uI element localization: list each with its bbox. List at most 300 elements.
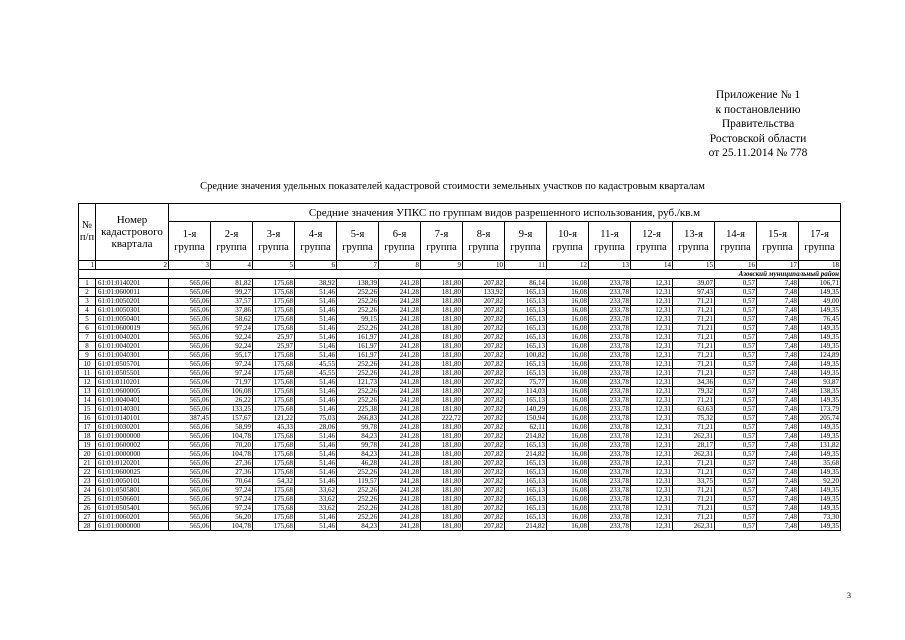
table-row [79,405,841,414]
group-word: группа [510,242,541,253]
table-row [79,288,841,297]
upks-value: 7,48 [757,450,799,459]
upks-value: 207,82 [463,378,505,387]
row-number: 22 [79,468,96,477]
column-index: 16 [715,261,757,270]
upks-value: 175,68 [253,450,295,459]
upks-value: 165,13 [505,468,547,477]
upks-value: 45,55 [295,369,337,378]
upks-value: 0,57 [715,288,757,297]
upks-value: 7,48 [757,279,799,288]
upks-value: 149,35 [799,432,841,441]
group-header [421,222,463,261]
quarter-number: 61:01:0600011 [96,288,169,297]
upks-value: 165,13 [505,297,547,306]
upks-value: 37,57 [211,297,253,306]
upks-value: 7,48 [757,513,799,522]
group-header [169,222,211,261]
upks-value: 0,57 [715,522,757,531]
upks-value: 16,08 [547,459,589,468]
upks-value: 106,71 [799,279,841,288]
header-npp-line: № [81,220,93,231]
upks-value: 175,68 [253,378,295,387]
upks-value: 0,57 [715,360,757,369]
upks-value: 71,21 [673,342,715,351]
quarter-number: 61:01:0040201 [96,333,169,342]
group-number: 12-я [642,229,661,240]
upks-value: 233,78 [589,342,631,351]
upks-value: 51,46 [295,324,337,333]
upks-value: 75,32 [673,414,715,423]
upks-value: 7,48 [757,360,799,369]
quarter-number: 61:01:0030201 [96,423,169,432]
upks-value: 51,46 [295,405,337,414]
upks-value: 565,06 [169,297,211,306]
upks-value: 7,48 [757,459,799,468]
upks-value: 0,57 [715,423,757,432]
row-number: 26 [79,504,96,513]
upks-value: 181,80 [421,342,463,351]
group-word: группа [174,242,205,253]
upks-value: 16,08 [547,477,589,486]
group-word: группа [762,242,793,253]
column-index: 17 [757,261,799,270]
upks-value: 175,68 [253,288,295,297]
upks-value: 565,06 [169,441,211,450]
upks-value: 0,57 [715,486,757,495]
column-index: 5 [253,261,295,270]
upks-value: 175,68 [253,306,295,315]
upks-value: 16,08 [547,405,589,414]
upks-value: 12,31 [631,405,673,414]
group-number: 9-я [518,229,533,240]
upks-value: 25,97 [253,342,295,351]
group-word: группа [720,242,751,253]
upks-value: 241,28 [379,387,421,396]
upks-value: 165,13 [505,288,547,297]
upks-value: 97,24 [211,504,253,513]
upks-value: 12,31 [631,360,673,369]
upks-value: 0,57 [715,324,757,333]
district-name: Азовский муниципальный район [79,270,841,279]
upks-value: 233,78 [589,432,631,441]
upks-value: 0,57 [715,459,757,468]
upks-value: 7,48 [757,432,799,441]
upks-value: 7,48 [757,387,799,396]
upks-value: 233,78 [589,423,631,432]
upks-value: 71,97 [211,378,253,387]
upks-value: 233,78 [589,360,631,369]
upks-value: 233,78 [589,396,631,405]
group-header [757,222,799,261]
upks-value: 99,78 [337,441,379,450]
group-number: 8-я [476,229,491,240]
upks-value: 54,32 [253,477,295,486]
upks-value: 241,28 [379,459,421,468]
upks-value: 51,46 [295,459,337,468]
upks-value: 207,82 [463,369,505,378]
upks-value: 565,06 [169,450,211,459]
upks-value: 241,28 [379,450,421,459]
upks-value: 149,35 [799,468,841,477]
upks-value: 207,82 [463,315,505,324]
table-row [79,279,841,288]
upks-value: 7,48 [757,288,799,297]
column-index: 13 [589,261,631,270]
table-row [79,504,841,513]
upks-value: 214,82 [505,522,547,531]
upks-value: 565,06 [169,315,211,324]
upks-value: 51,46 [295,477,337,486]
upks-value: 165,13 [505,333,547,342]
upks-value: 241,28 [379,378,421,387]
upks-value: 241,28 [379,288,421,297]
upks-value: 149,35 [799,369,841,378]
upks-value: 565,06 [169,468,211,477]
upks-value: 207,82 [463,297,505,306]
upks-value: 262,31 [673,432,715,441]
upks-value: 12,31 [631,423,673,432]
upks-value: 241,28 [379,423,421,432]
upks-value: 233,78 [589,486,631,495]
upks-value: 173,79 [799,405,841,414]
table-row [79,351,841,360]
upks-value: 38,92 [295,279,337,288]
group-word: группа [594,242,625,253]
quarter-number: 61:01:0600019 [96,324,169,333]
upks-value: 149,35 [799,450,841,459]
upks-value: 252,26 [337,369,379,378]
group-word: группа [426,242,457,253]
upks-value: 181,80 [421,423,463,432]
upks-value: 12,31 [631,468,673,477]
upks-value: 565,06 [169,495,211,504]
upks-value: 207,82 [463,360,505,369]
upks-value: 16,08 [547,495,589,504]
group-number: 7-я [434,229,449,240]
row-number: 15 [79,405,96,414]
upks-value: 181,80 [421,522,463,531]
upks-value: 7,48 [757,405,799,414]
upks-value: 12,31 [631,396,673,405]
upks-value: 252,26 [337,468,379,477]
upks-value: 565,06 [169,342,211,351]
appendix-line: к постановлению [715,103,801,116]
upks-value: 161,97 [337,342,379,351]
row-number: 24 [79,486,96,495]
upks-value: 175,68 [253,468,295,477]
upks-value: 565,06 [169,513,211,522]
upks-value: 51,46 [295,351,337,360]
upks-value: 12,31 [631,486,673,495]
upks-value: 71,21 [673,423,715,432]
upks-value: 207,82 [463,351,505,360]
upks-value: 16,08 [547,441,589,450]
upks-value: 175,68 [253,504,295,513]
table-row [79,477,841,486]
upks-value: 51,46 [295,396,337,405]
upks-value: 71,21 [673,486,715,495]
table-row [79,306,841,315]
upks-value: 181,80 [421,405,463,414]
upks-value: 565,06 [169,288,211,297]
upks-value: 12,31 [631,522,673,531]
upks-value: 0,57 [715,297,757,306]
upks-value: 207,82 [463,441,505,450]
header-npp-line: п/п [79,232,95,243]
upks-value: 565,06 [169,360,211,369]
upks-value: 181,80 [421,495,463,504]
upks-value: 181,80 [421,504,463,513]
upks-value: 71,21 [673,396,715,405]
upks-value: 0,57 [715,432,757,441]
quarter-number: 61:01:0140101 [96,414,169,423]
upks-value: 16,08 [547,369,589,378]
row-number: 11 [79,369,96,378]
upks-value: 7,48 [757,306,799,315]
upks-value: 51,46 [295,522,337,531]
document-title: Средние значения удельных показателей кадастровой стоимости земельных участков по кадастровым кварталам [200,181,705,192]
column-index: 7 [337,261,379,270]
upks-value: 33,62 [295,486,337,495]
upks-value: 241,28 [379,522,421,531]
upks-value: 565,06 [169,324,211,333]
quarter-number: 61:01:0600025 [96,468,169,477]
upks-value: 241,28 [379,504,421,513]
group-number: 17-я [810,229,829,240]
upks-value: 252,26 [337,288,379,297]
upks-value: 207,82 [463,324,505,333]
upks-value: 12,31 [631,315,673,324]
upks-value: 181,80 [421,333,463,342]
upks-value: 157,67 [211,414,253,423]
row-number: 9 [79,351,96,360]
upks-value: 138,35 [799,387,841,396]
upks-value: 165,13 [505,441,547,450]
row-number: 8 [79,342,96,351]
upks-value: 28,17 [673,441,715,450]
row-number: 18 [79,432,96,441]
upks-value: 0,57 [715,468,757,477]
upks-value: 252,26 [337,297,379,306]
group-word: группа [384,242,415,253]
upks-value: 79,32 [673,387,715,396]
quarter-number: 61:01:0140301 [96,405,169,414]
row-number: 17 [79,423,96,432]
upks-value: 7,48 [757,342,799,351]
cadastral-value-table [78,203,841,531]
upks-value: 233,78 [589,315,631,324]
upks-value: 165,13 [505,396,547,405]
upks-value: 181,80 [421,324,463,333]
upks-value: 7,48 [757,468,799,477]
upks-value: 97,24 [211,360,253,369]
upks-value: 16,08 [547,351,589,360]
upks-value: 161,97 [337,333,379,342]
upks-value: 71,21 [673,468,715,477]
upks-value: 35,68 [799,459,841,468]
upks-value: 124,89 [799,351,841,360]
column-index: 11 [505,261,547,270]
upks-value: 104,78 [211,522,253,531]
upks-value: 165,13 [505,504,547,513]
upks-value: 565,06 [169,522,211,531]
upks-value: 565,06 [169,306,211,315]
table-row [79,522,841,531]
upks-value: 114,03 [505,387,547,396]
upks-value: 207,82 [463,522,505,531]
upks-value: 16,08 [547,342,589,351]
row-number: 7 [79,333,96,342]
quarter-number: 61:01:0506601 [96,495,169,504]
upks-value: 12,31 [631,414,673,423]
group-header [715,222,757,261]
upks-value: 51,46 [295,333,337,342]
upks-value: 149,35 [799,495,841,504]
upks-value: 175,68 [253,432,295,441]
table-row [79,360,841,369]
upks-value: 39,07 [673,279,715,288]
upks-value: 12,31 [631,459,673,468]
upks-value: 233,78 [589,333,631,342]
upks-value: 12,31 [631,450,673,459]
quarter-number: 61:01:0040401 [96,396,169,405]
upks-value: 241,28 [379,468,421,477]
quarter-number: 61:01:0000000 [96,432,169,441]
upks-value: 45,33 [253,423,295,432]
upks-value: 51,46 [295,450,337,459]
upks-value: 241,28 [379,342,421,351]
group-word: группа [678,242,709,253]
upks-value: 207,82 [463,396,505,405]
group-header [589,222,631,261]
upks-value: 51,46 [295,342,337,351]
quarter-number: 61:01:0505801 [96,486,169,495]
upks-value: 7,48 [757,495,799,504]
upks-value: 16,08 [547,387,589,396]
upks-value: 175,68 [253,513,295,522]
upks-value: 225,38 [337,405,379,414]
upks-value: 165,13 [505,369,547,378]
upks-value: 7,48 [757,369,799,378]
upks-value: 233,78 [589,459,631,468]
upks-value: 12,31 [631,297,673,306]
upks-value: 149,35 [799,504,841,513]
appendix-block [690,88,826,161]
upks-value: 0,57 [715,369,757,378]
upks-value: 565,06 [169,396,211,405]
upks-value: 7,48 [757,522,799,531]
upks-value: 71,21 [673,351,715,360]
upks-value: 207,82 [463,414,505,423]
upks-value: 16,08 [547,324,589,333]
upks-value: 175,68 [253,324,295,333]
group-header [505,222,547,261]
upks-value: 565,06 [169,405,211,414]
upks-value: 165,13 [505,315,547,324]
upks-value: 214,82 [505,450,547,459]
upks-value: 7,48 [757,315,799,324]
upks-value: 241,28 [379,360,421,369]
upks-value: 207,82 [463,432,505,441]
upks-value: 207,82 [463,486,505,495]
group-header [673,222,715,261]
upks-value: 207,82 [463,468,505,477]
upks-value: 119,57 [337,477,379,486]
upks-value: 175,68 [253,351,295,360]
upks-value: 181,80 [421,513,463,522]
upks-value: 86,14 [505,279,547,288]
upks-value: 181,80 [421,351,463,360]
group-word: группа [216,242,247,253]
upks-value: 81,82 [211,279,253,288]
upks-value: 252,26 [337,495,379,504]
upks-value: 75,77 [505,378,547,387]
upks-value: 75,03 [295,414,337,423]
upks-value: 16,08 [547,522,589,531]
quarter-number: 61:01:0000000 [96,450,169,459]
upks-value: 12,31 [631,342,673,351]
upks-value: 16,08 [547,378,589,387]
upks-value: 0,57 [715,513,757,522]
upks-value: 84,23 [337,450,379,459]
upks-value: 33,75 [673,477,715,486]
upks-value: 149,35 [799,288,841,297]
appendix-line: Ростовской области [709,132,807,145]
upks-value: 71,21 [673,297,715,306]
table-row [79,396,841,405]
upks-value: 7,48 [757,333,799,342]
quarter-number: 61:01:0505501 [96,369,169,378]
upks-value: 73,30 [799,513,841,522]
upks-value: 241,28 [379,351,421,360]
group-header [295,222,337,261]
upks-value: 207,82 [463,333,505,342]
upks-value: 7,48 [757,414,799,423]
upks-value: 92,20 [799,477,841,486]
group-number: 3-я [266,229,281,240]
upks-value: 97,43 [673,288,715,297]
group-number: 15-я [768,229,787,240]
upks-value: 207,82 [463,405,505,414]
upks-value: 149,35 [799,342,841,351]
upks-value: 12,31 [631,432,673,441]
upks-value: 0,57 [715,405,757,414]
table-row [79,297,841,306]
upks-value: 16,08 [547,513,589,522]
table-row [79,450,841,459]
upks-value: 104,78 [211,432,253,441]
upks-value: 175,68 [253,495,295,504]
group-header [211,222,253,261]
upks-value: 71,21 [673,360,715,369]
upks-value: 133,25 [211,405,253,414]
upks-value: 207,82 [463,342,505,351]
upks-value: 181,80 [421,432,463,441]
upks-value: 241,28 [379,333,421,342]
group-word: группа [636,242,667,253]
upks-value: 7,48 [757,297,799,306]
upks-value: 12,31 [631,333,673,342]
upks-value: 165,13 [505,495,547,504]
upks-value: 16,08 [547,306,589,315]
upks-value: 51,46 [295,468,337,477]
table-row [79,369,841,378]
upks-value: 233,78 [589,351,631,360]
upks-value: 84,23 [337,522,379,531]
upks-value: 71,21 [673,513,715,522]
upks-value: 233,78 [589,468,631,477]
